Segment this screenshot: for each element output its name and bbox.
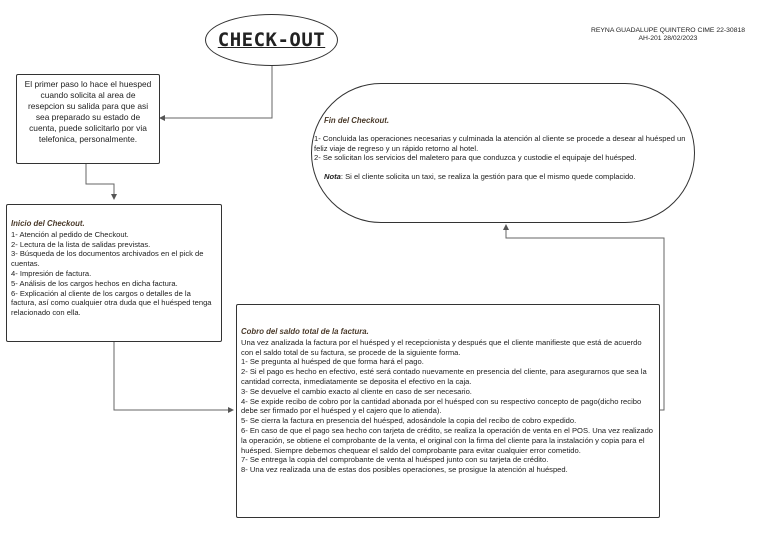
cobro-line: 6- En caso de que el pago sea hecho con tarjeta de crédito, se realiza la operación de venta en el POS. Una vez realizado la operación, se obtiene el comprobante de la venta, el original con la firma del cliente para la instalación y copia para el huésped. Siempre debemos chequear el saldo del comprobante para evitar cualquier error cometido. — [241, 425, 654, 455]
first-step-box — [16, 74, 160, 164]
inicio-line: 5- Análisis de los cargos hechos en dicha factura. — [11, 278, 178, 288]
inicio-line: 4- Impresión de factura. — [11, 268, 92, 278]
author-block — [578, 27, 758, 43]
inicio-box — [6, 204, 222, 342]
fin-heading: Fin del Checkout. — [324, 116, 389, 125]
cobro-heading: Cobro del saldo total de la factura. — [241, 327, 369, 336]
inicio-line: 1- Atención al pedido de Checkout. — [11, 229, 129, 239]
fin-box — [311, 83, 695, 223]
fin-note-label: Nota — [324, 172, 341, 182]
cobro-line: 5- Se cierra la factura en presencia del huésped, adosándole la copia del recibo de cobro expedido. — [241, 416, 577, 426]
cobro-line: 1- Se pregunta al huésped de que forma hará el pago. — [241, 357, 424, 367]
cobro-line: 3- Se devuelve el cambio exacto al cliente en caso de ser necesario. — [241, 386, 472, 396]
author-name: REYNA GUADALUPE QUINTERO CIME 22-30818 — [590, 27, 746, 34]
page-title: CHECK-OUT — [217, 29, 326, 51]
arrow-inicio-to-cobro — [114, 342, 233, 410]
arrow-first-to-inicio — [86, 164, 114, 199]
inicio-line: 6- Explicación al cliente de los cargos o detalles de la factura, así como cualquier otra duda que el huésped tenga relacionado con ella. — [11, 288, 212, 318]
fin-line: 1- Concluida las operaciones necesarias y culminada la atención al cliente se procede a desear al huésped un feliz viaje de regreso y un rápido retorno al hotel. — [314, 133, 686, 153]
title-ellipse — [205, 14, 338, 66]
cobro-box — [236, 304, 660, 518]
cobro-line: 2- Si el pago es hecho en efectivo, esté será contado nuevamente en presencia del cliente, para asegurarnos que sea la cantidad correcta, inmediatamente se deposita el efectivo en la caja. — [241, 367, 647, 386]
cobro-line: 8- Una vez realizada una de estas dos posibles operaciones, se prosigue la atención al huésped. — [241, 465, 568, 475]
author-group-date: AH-201 28/02/2023 — [638, 35, 698, 42]
cobro-line: 7- Se entrega la copia del comprobante de venta al huésped junto con su tarjeta de crédito. — [241, 455, 549, 465]
cobro-line: Una vez analizada la factura por el huésped y el recepcionista y después que el cliente manifieste que está de acuerdo con el saldo total de su factura, se procede de la siguiente forma. — [241, 337, 642, 357]
fin-line: 2- Se solicitan los servicios del maletero para que conduzca y custodie el equipaje del huésped. — [314, 153, 637, 163]
cobro-line: 4- Se expide recibo de cobro por la cantidad abonada por el huésped con su respectivo concepto de pago(dicho recibo debe ser firmado por el huésped y el cajero que lo atienda). — [241, 396, 642, 416]
first-step-text: El primer paso lo hace el huesped cuando solicita al area de resepcion su salida para que asi sea preparado su estado de cuenta, puede solicitarlo por via telefonica, personalmente. — [24, 79, 152, 144]
inicio-line: 2- Lectura de la lista de salidas previstas. — [11, 239, 151, 249]
inicio-line: 3- Búsqueda de los documentos archivados en el pick de cuentas. — [11, 249, 204, 269]
inicio-heading: Inicio del Checkout. — [11, 219, 85, 228]
fin-note — [324, 172, 688, 182]
fin-note-text: : Si el cliente solicita un taxi, se realiza la gestión para que el mismo quede complacido. — [340, 172, 636, 182]
arrow-title-to-first — [160, 66, 272, 118]
